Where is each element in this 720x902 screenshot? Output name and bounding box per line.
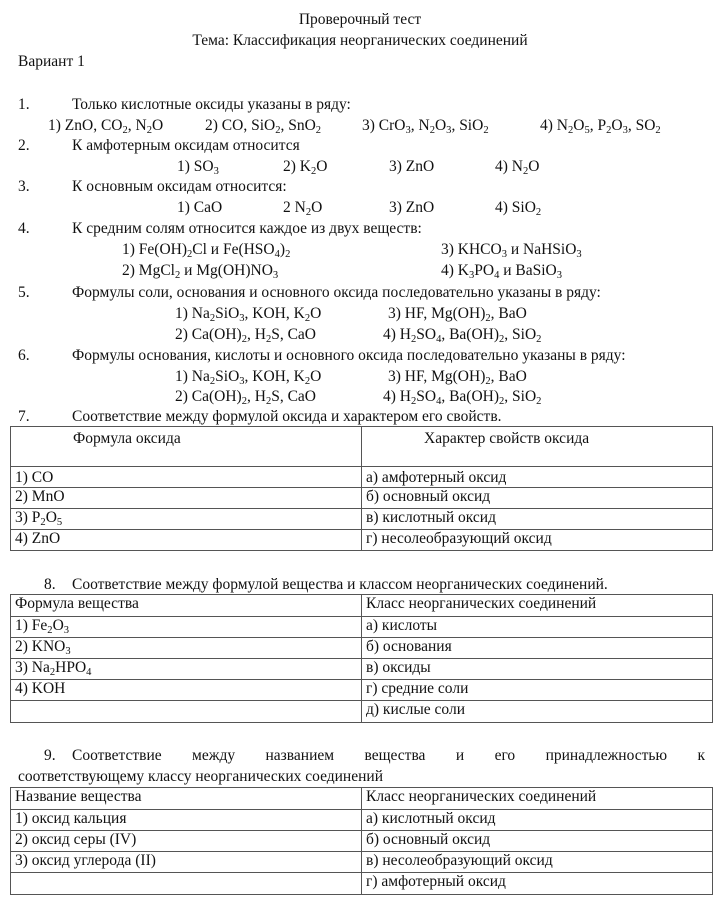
question-text: Только кислотные оксиды указаны в ряду:	[72, 96, 351, 113]
question-text: Формулы соли, основания и основного оксида последовательно указаны в ряду:	[72, 284, 601, 301]
table-cell: а) амфотерный оксид	[362, 467, 713, 488]
table-row	[11, 509, 713, 530]
table-cell: б) основный оксид	[362, 831, 713, 852]
option: 4) SiO$_2$	[495, 199, 542, 218]
option: 4) $H_2SO_4$, $Ba(OH)_2$, SiO$_2$	[383, 326, 542, 345]
table-row	[11, 659, 713, 680]
table-cell: 2) $KNO_3$	[11, 638, 362, 659]
option: 3) $KHCO_3$ и NaHSiO$_3$	[441, 241, 582, 260]
option: 2) $Ca(OH)_2$, $H_2S$, CaO	[175, 388, 316, 407]
option: 1) CaO	[177, 199, 223, 216]
question-text: Формулы основания, кислоты и основного оксида последовательно указаны в ряду:	[72, 347, 626, 364]
table-cell: б) основный оксид	[362, 488, 713, 509]
table-cell: в) кислотный оксид	[362, 509, 713, 530]
table-cell: г) средние соли	[362, 680, 713, 701]
table-cell: 3) $P_2O_5$	[11, 509, 362, 530]
option: 3) CrO$_3$, $N_2O_3$, SiO$_2$	[362, 117, 489, 136]
table-header-row	[11, 595, 713, 617]
option: 1) $Fe(OH)_2Cl$ и $Fe(HSO_4)_2$	[122, 241, 291, 260]
option: 4) $H_2SO_4$, $Ba(OH)_2$, SiO$_2$	[383, 388, 542, 407]
table-row	[11, 638, 713, 659]
option: 3) HF, $Mg(OH)_2$, BaO	[388, 368, 527, 387]
option: 2 $N_2O$	[283, 199, 323, 218]
table-cell: 4) KOH	[11, 680, 362, 701]
option: 1) ZnO, $CO_2$, $N_2O$	[48, 117, 164, 136]
question-text: К амфотерным оксидам относится	[72, 137, 300, 154]
table-cell: д) кислые соли	[362, 701, 713, 723]
option: 4) $N_2O_5$, $P_2O_3$, $SO_2$	[540, 117, 661, 136]
table-header-cell: Класс неорганических соединений	[362, 595, 713, 617]
page-topic: Тема: Классификация неорганических соединений	[192, 32, 528, 49]
table-header-cell: Название вещества	[11, 788, 362, 810]
table-header-cell: Формула оксида	[11, 427, 362, 467]
question-9	[0, 747, 720, 765]
question-text: К основным оксидам относится:	[72, 178, 287, 195]
table-cell: в) несолеобразующий оксид	[362, 852, 713, 873]
option: 3) ZnO	[389, 199, 435, 216]
table-cell: 3) $Na_2HPO_4$	[11, 659, 362, 680]
question-text: Соответствие между формулой оксида и характером его свойств.	[72, 408, 502, 425]
variant-label: Вариант 1	[18, 53, 85, 70]
option: 4) $N_2O$	[495, 158, 540, 177]
option: 2) $K_2O$	[283, 158, 328, 177]
table-header-cell: Класс неорганических соединений	[362, 788, 713, 810]
table-row	[11, 810, 713, 831]
question-number: 3.	[18, 178, 30, 195]
table-row	[11, 467, 713, 488]
table-header-row	[11, 788, 713, 810]
question-number: 7.	[18, 408, 30, 425]
page-title: Проверочный тест	[298, 11, 422, 28]
table-row	[11, 488, 713, 509]
question-number: 4.	[18, 220, 30, 237]
table-cell: а) кислоты	[362, 617, 713, 638]
table-header-cell: Формула вещества	[11, 595, 362, 617]
table-cell: г) несолеобразующий оксид	[362, 530, 713, 551]
table-row	[11, 617, 713, 638]
question-text: К средним солям относится каждое из двух веществ:	[72, 220, 422, 237]
question-number: 1.	[18, 96, 30, 113]
option: 2) MgCl$_2$ и $Mg(OH)NO_3$	[122, 262, 279, 281]
question-text: Соответствие между названием вещества и его принадлежностью к	[72, 747, 705, 764]
table-cell: 3) оксид углерода (II)	[11, 852, 362, 873]
table-cell: в) оксиды	[362, 659, 713, 680]
question-number: 9.	[44, 747, 56, 764]
question-number: 6.	[18, 347, 30, 364]
option: 4) $K_3PO_4$ и BaSiO$_3$	[441, 262, 562, 281]
table-cell: а) кислотный оксид	[362, 810, 713, 831]
table-row	[11, 852, 713, 873]
table-header-row	[11, 427, 713, 467]
table-cell: 1) CO	[11, 467, 362, 488]
table-row	[11, 530, 713, 551]
oxide-properties-table	[10, 426, 713, 551]
table-cell	[11, 701, 362, 723]
option: 3) HF, $Mg(OH)_2$, BaO	[388, 305, 527, 324]
substance-name-class-table	[10, 787, 713, 895]
option: 2) CO, SiO$_2$, SnO$_2$	[205, 117, 322, 136]
question-number: 2.	[18, 137, 30, 154]
option: 3) ZnO	[389, 158, 435, 175]
table-row	[11, 831, 713, 852]
table-cell	[11, 873, 362, 895]
question-number: 5.	[18, 284, 30, 301]
table-cell: 1) $Fe_2O_3$	[11, 617, 362, 638]
option: 1) $SO_3$	[177, 158, 219, 177]
table-row	[11, 701, 713, 723]
table-cell: 2) MnO	[11, 488, 362, 509]
table-cell: г) амфотерный оксид	[362, 873, 713, 895]
option: 1) $Na_2SiO_3$, KOH, $K_2O$	[175, 305, 322, 324]
substance-class-table	[10, 594, 713, 723]
question-text-continued: соответствующему классу неорганических соединений	[18, 768, 383, 785]
table-row	[11, 680, 713, 701]
table-cell: б) основания	[362, 638, 713, 659]
option: 2) $Ca(OH)_2$, $H_2S$, CaO	[175, 326, 316, 345]
question-number: 8.	[44, 576, 56, 593]
question-text: Соответствие между формулой вещества и классом неорганических соединений.	[72, 576, 608, 593]
option: 1) $Na_2SiO_3$, KOH, $K_2O$	[175, 368, 322, 387]
table-row	[11, 873, 713, 895]
table-cell: 2) оксид серы (IV)	[11, 831, 362, 852]
table-header-cell: Характер свойств оксида	[362, 427, 713, 467]
table-cell: 4) ZnO	[11, 530, 362, 551]
table-cell: 1) оксид кальция	[11, 810, 362, 831]
